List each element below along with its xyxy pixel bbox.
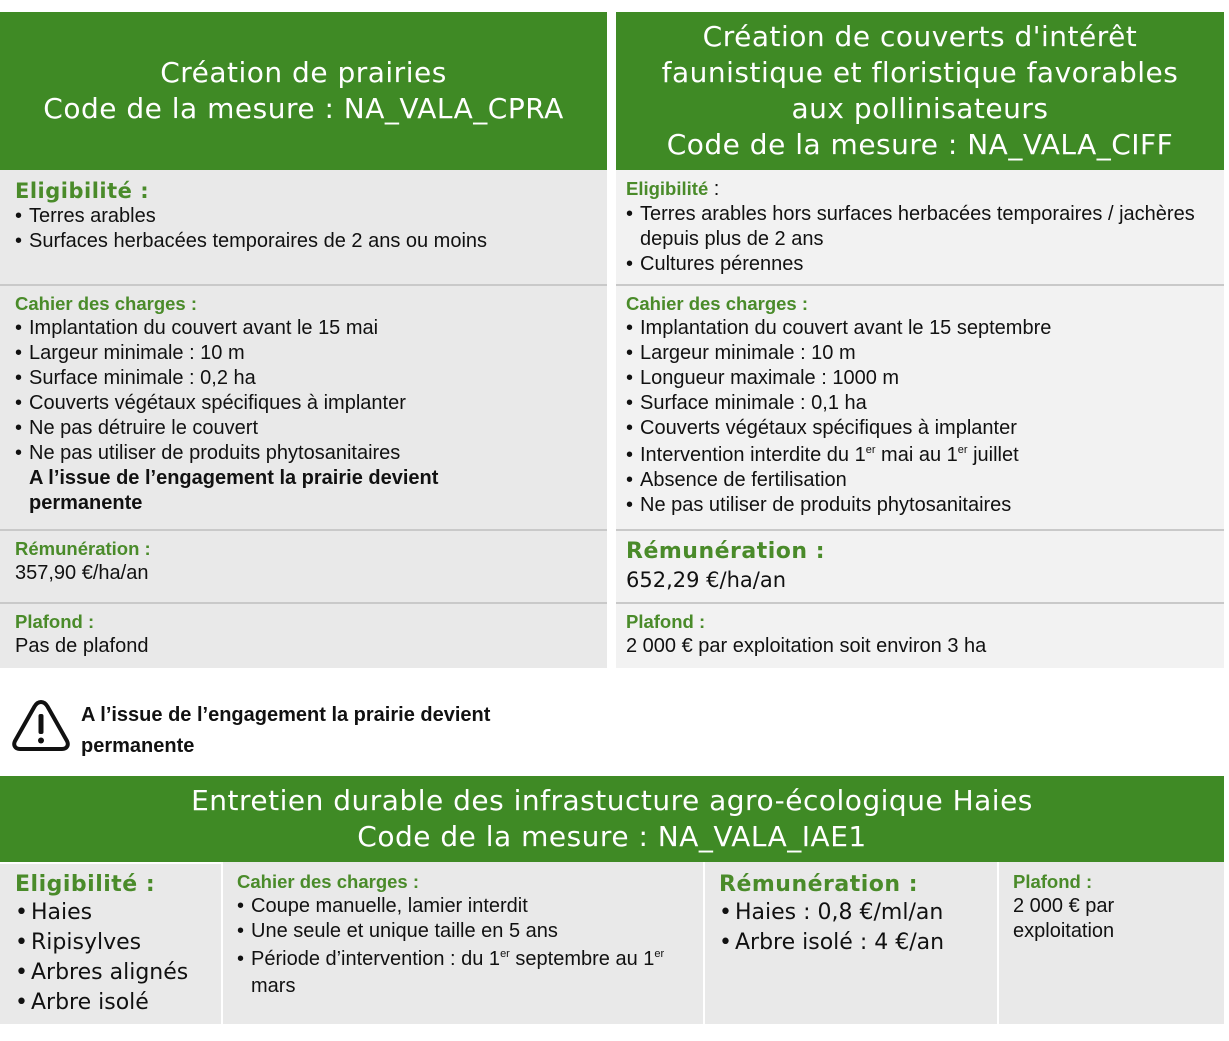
cpra-eligibility-cell xyxy=(0,170,607,284)
cpra-plafond-label: Plafond : xyxy=(15,611,95,632)
list-item: • Arbres alignés xyxy=(15,958,206,988)
list-item: • Ne pas utiliser de produits phytosanitaires xyxy=(626,493,1209,518)
iae1-remuneration-cell xyxy=(705,862,997,1024)
ciff-charges-label: Cahier des charges : xyxy=(626,293,808,314)
iae1-eligibility-label: Eligibilité : xyxy=(15,872,156,897)
list-item: • Terres arables xyxy=(15,204,592,229)
cpra-charges-label: Cahier des charges : xyxy=(15,293,197,314)
ciff-charges-list xyxy=(626,316,1209,518)
cpra-remuneration-label: Rémunération : xyxy=(15,538,151,559)
list-item: • Implantation du couvert avant le 15 mai xyxy=(15,316,592,341)
iae1-eligibility-cell xyxy=(0,864,221,1024)
ciff-title-line3: aux pollinisateurs xyxy=(791,92,1049,125)
ciff-remuneration-label: Rémunération : xyxy=(626,539,826,564)
list-item: • Cultures pérennes xyxy=(626,252,1209,277)
list-item: • Terres arables hors surfaces herbacées temporaires / jachères depuis plus de 2 ans xyxy=(626,202,1209,252)
cpra-plafond-value: Pas de plafond xyxy=(15,635,149,657)
list-item: • Haies xyxy=(15,898,206,928)
cpra-eligibility-label: Eligibilité : xyxy=(15,179,150,203)
iae1-remuneration-list xyxy=(719,898,982,958)
cpra-plafond-cell xyxy=(0,604,607,668)
list-item: • Surfaces herbacées temporaires de 2 ans ou moins xyxy=(15,229,592,254)
iae1-code: Code de la mesure : NA_VALA_IAE1 xyxy=(357,820,867,853)
ciff-title-line1: Création de couverts d'intérêt xyxy=(702,20,1138,53)
list-item: • Absence de fertilisation xyxy=(626,468,1209,493)
iae1-remuneration-label: Rémunération : xyxy=(719,872,919,897)
list-item: • Ne pas détruire le couvert xyxy=(15,416,592,441)
list-item: • Haies : 0,8 €/ml/an xyxy=(719,898,982,928)
cpra-remuneration-value: 357,90 €/ha/an xyxy=(15,562,149,584)
ciff-eligibility-heading: Eligibilité : xyxy=(626,178,720,200)
list-item: • Implantation du couvert avant le 15 septembre xyxy=(626,316,1209,341)
list-item: • Arbre isolé : 4 €/an xyxy=(719,928,982,958)
list-item: • Largeur minimale : 10 m xyxy=(626,341,1209,366)
list-item: • Période d’intervention : du 1er septembre au 1er mars xyxy=(237,946,688,1000)
ciff-remuneration-value: 652,29 €/ha/an xyxy=(626,568,787,592)
cpra-title: Création de prairies xyxy=(160,56,447,89)
iae1-charges-cell xyxy=(223,862,703,1024)
warning-text: A l’issue de l’engagement la prairie devient permanente xyxy=(81,704,491,757)
ciff-title-line2: faunistique et floristique favorables xyxy=(661,56,1179,89)
list-item: • Ne pas utiliser de produits phytosanitaires xyxy=(15,441,592,466)
list-item: • Surface minimale : 0,2 ha xyxy=(15,366,592,391)
ciff-plafond-cell xyxy=(616,604,1224,668)
cpra-charges-list xyxy=(15,316,592,466)
cpra-permanent-note: A l’issue de l’engagement la prairie devient permanente xyxy=(29,467,439,514)
ciff-eligibility-list xyxy=(626,202,1209,277)
iae1-eligibility-list xyxy=(15,898,206,1018)
iae1-charges-label: Cahier des charges : xyxy=(237,871,419,892)
cpra-code: Code de la mesure : NA_VALA_CPRA xyxy=(43,92,564,125)
list-item: • Arbre isolé xyxy=(15,988,206,1018)
list-item: • Une seule et unique taille en 5 ans xyxy=(237,919,688,944)
ciff-code: Code de la mesure : NA_VALA_CIFF xyxy=(666,128,1174,161)
ciff-plafond-value: 2 000 € par exploitation soit environ 3 ha xyxy=(626,635,987,657)
cpra-eligibility-list xyxy=(15,204,592,254)
ciff-eligibility-cell xyxy=(616,170,1224,284)
list-item: • Couverts végétaux spécifiques à implanter xyxy=(15,391,592,416)
list-item: • Surface minimale : 0,1 ha xyxy=(626,391,1209,416)
ciff-plafond-label: Plafond : xyxy=(626,611,706,632)
iae1-title: Entretien durable des infrastucture agro-écologique Haies xyxy=(191,784,1033,817)
ciff-header xyxy=(616,12,1224,170)
cpra-header xyxy=(0,12,607,170)
list-item: • Largeur minimale : 10 m xyxy=(15,341,592,366)
ciff-charges-cell xyxy=(616,286,1224,529)
iae1-charges-list xyxy=(237,894,688,1000)
list-item: • Intervention interdite du 1er mai au 1er juillet xyxy=(626,443,1209,468)
cpra-charges-cell xyxy=(0,286,607,529)
list-item: • Ripisylves xyxy=(15,928,206,958)
list-item: • Longueur maximale : 1000 m xyxy=(626,366,1209,391)
ciff-eligibility-label: Eligibilité xyxy=(626,178,709,199)
iae1-header xyxy=(0,776,1224,862)
list-item: • Coupe manuelle, lamier interdit xyxy=(237,894,688,919)
list-item: • Couverts végétaux spécifiques à implanter xyxy=(626,416,1209,441)
iae1-plafond-label: Plafond : xyxy=(1013,871,1093,892)
ciff-remuneration-cell xyxy=(616,531,1224,602)
iae1-plafond-cell xyxy=(999,862,1224,1024)
cpra-remuneration-cell xyxy=(0,531,607,602)
iae1-plafond-value: 2 000 € par exploitation xyxy=(1013,895,1115,942)
warning-triangle-icon xyxy=(10,697,72,753)
